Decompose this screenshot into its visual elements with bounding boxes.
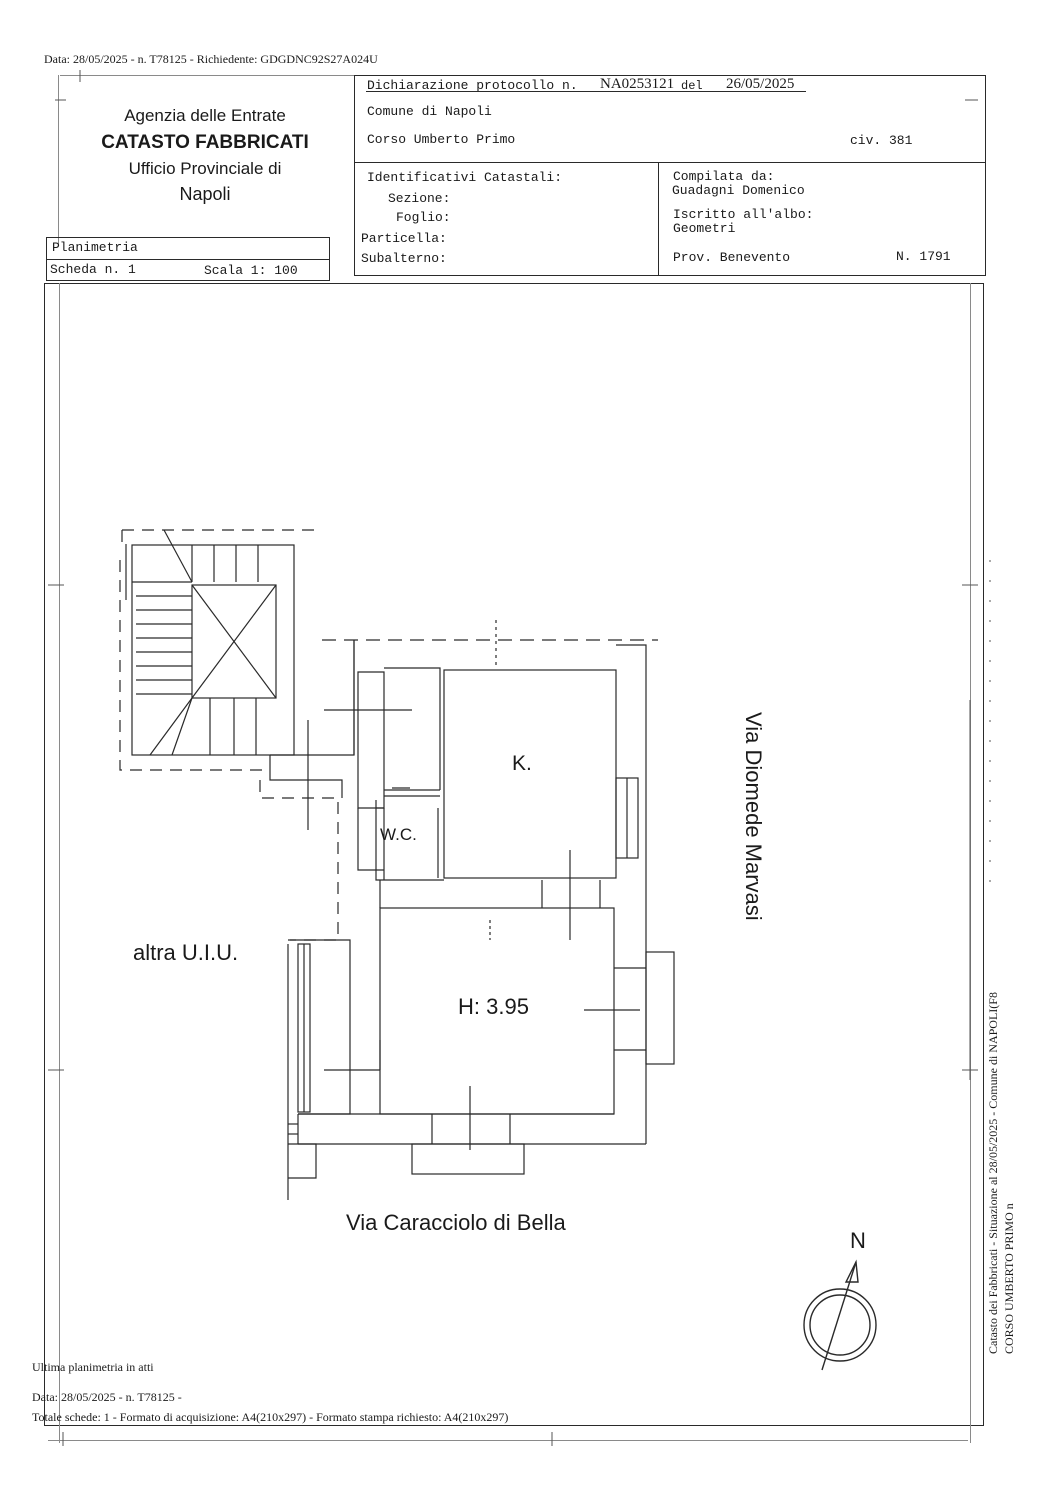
catasto-title: CATASTO FABBRICATI [101,132,309,153]
street-address: Corso Umberto Primo [367,132,516,147]
province: Prov. Benevento [673,250,791,265]
identifiers-title: Identificativi Catastali: [367,170,563,185]
protocol-number: NA0253121 [600,76,675,92]
protocol-date: 26/05/2025 [726,76,795,92]
civic-number: civ. 381 [850,133,913,148]
north-arrow-icon [804,1262,876,1370]
footer-last-plan: Ultima planimetria in atti [32,1360,154,1374]
protocol-del: del [681,79,703,93]
room-kitchen-label: K. [512,752,532,775]
comune: Comune di Napoli [367,104,492,119]
registration-number: N. 1791 [896,249,951,264]
compiler-label: Compilata da: [673,169,775,184]
protocol-prefix: Dichiarazione protocollo n. [367,78,578,93]
scheda-label: Scheda n. 1 [50,262,136,277]
footer-date: Data: 28/05/2025 - n. T78125 - [32,1390,182,1404]
albo-value: Geometri [673,221,736,236]
particella-label: Particella: [361,231,447,246]
compiler-name: Guadagni Domenico [672,183,805,198]
scala-label: Scala 1: 100 [204,263,298,278]
room-wc-label: W.C. [380,825,417,844]
other-unit-label: altra U.I.U. [133,940,239,965]
subalterno-label: Subalterno: [361,251,447,266]
request-header: Data: 28/05/2025 - n. T78125 - Richiedente: GDGDNC92S27A024U [44,52,378,66]
foglio-label: Foglio: [396,210,451,225]
north-label: N [850,1228,866,1253]
agency-name: Agenzia delle Entrate [124,106,286,125]
street-south-label: Via Caracciolo di Bella [346,1210,566,1235]
sezione-label: Sezione: [388,191,451,206]
room-height-label: H: 3.95 [458,994,529,1019]
office-label: Ufficio Provinciale di [128,159,282,178]
albo-label: Iscritto all'albo: [673,207,814,222]
side-note-line2: CORSO UMBERTO PRIMO n [1002,1203,1016,1354]
footer-format: Totale schede: 1 - Formato di acquisizione: A4(210x297) - Formato stampa richiesto: A4(210x297) [32,1410,509,1424]
office-city: Napoli [179,184,231,204]
side-note-line1: Catasto dei Fabbricati - Situazione al 28/05/2025 - Comune di NAPOLI(F8 [986,992,1000,1354]
planimetria-label: Planimetria [52,240,138,255]
street-east-label: Via Diomede Marvasi [741,712,766,921]
